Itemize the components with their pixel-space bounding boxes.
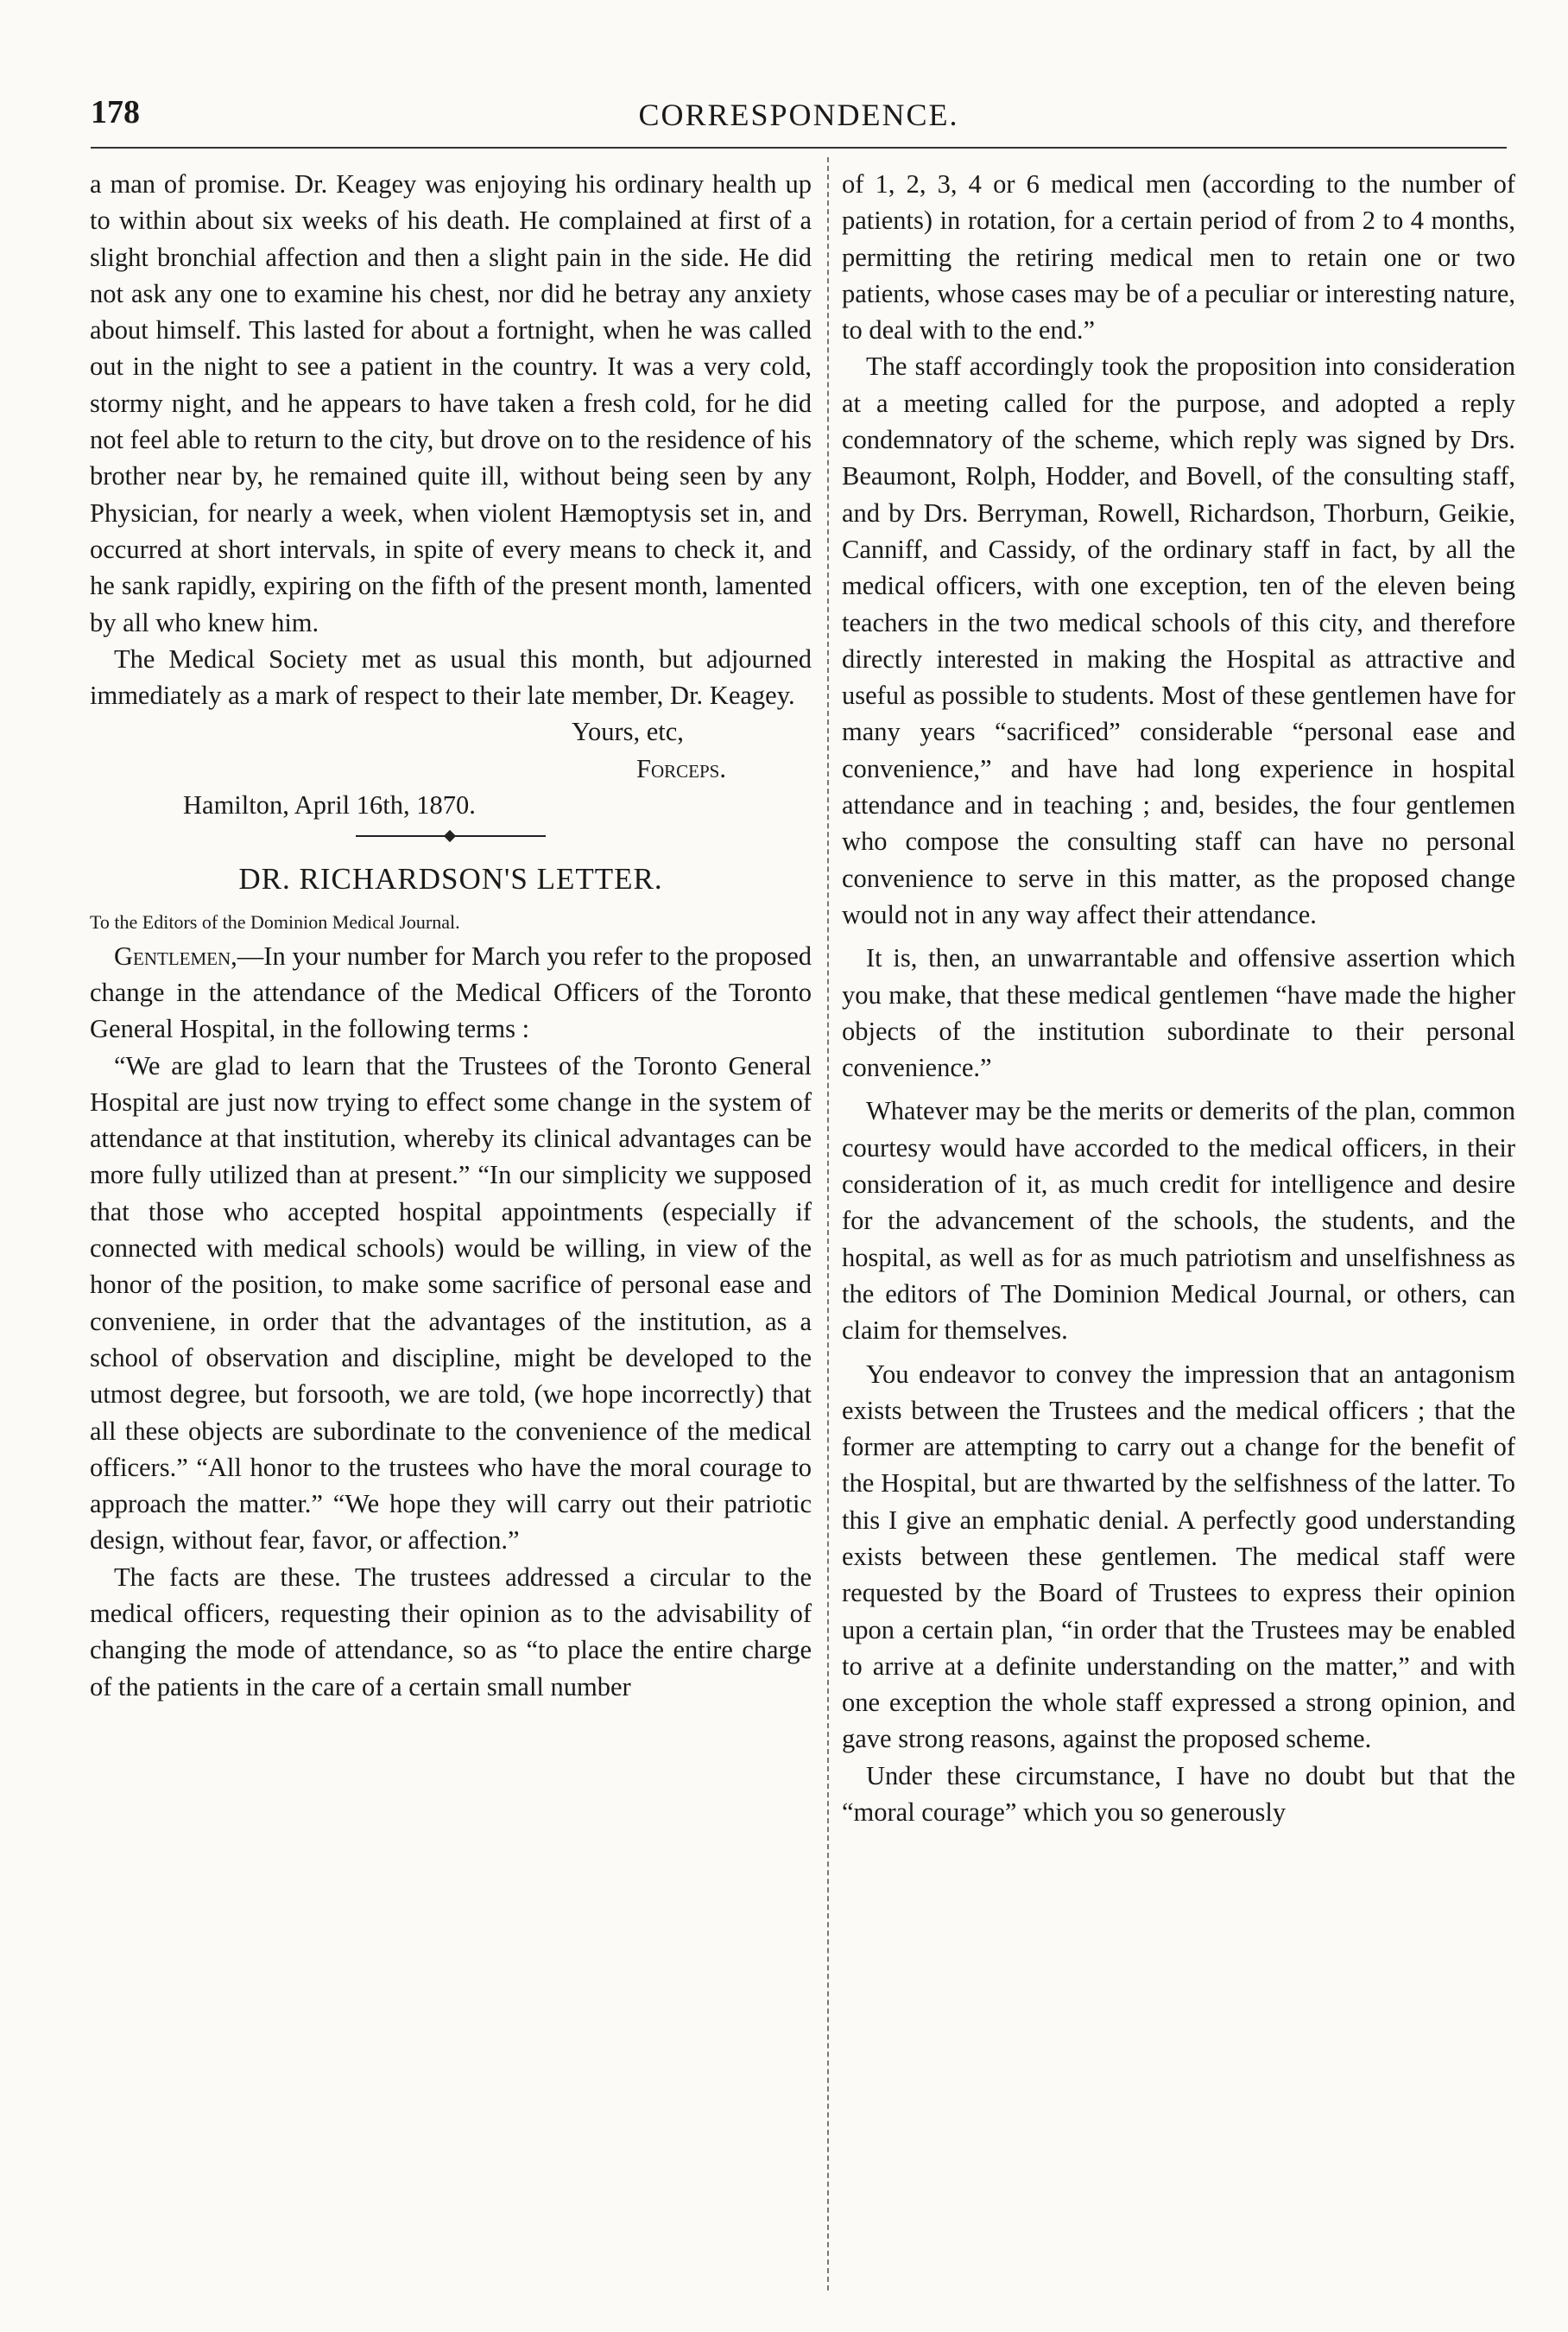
section-title: DR. RICHARDSON'S LETTER.: [238, 862, 663, 897]
page-header: [91, 93, 1507, 145]
section-divider: [356, 835, 546, 837]
addressee: To the Editors of the Dominion Medical Journal.: [90, 910, 460, 933]
salutation: Gentlemen,: [114, 941, 237, 971]
paragraph: Whatever may be the merits or demerits of the plan, common courtesy would have accorded to the medical officers, in their consideration of it, as much credit for intelligence and desire for the advancement of the schools, the students, and the hospital, as well as for as much patriotism and unselfishness as the editors of The Dominion Medical Journal, or others, can claim for themselves.: [842, 1096, 1515, 1346]
paragraph: It is, then, an unwarrantable and offensive assertion which you make, that these medical gentlemen “have made the higher objects of the institution subordinate to their personal convenience.”: [842, 943, 1515, 1083]
paragraph-text: —In your number for March you refer to the proposed change in the attendance of the Medical Officers of the Toronto General Hospital, in the following terms :: [90, 941, 812, 1044]
signature: Forceps.: [636, 753, 726, 783]
page-number: 178: [91, 94, 140, 130]
paragraph: of 1, 2, 3, 4 or 6 medical men (according to the number of patients) in rotation, for a certain period of from 2 to 4 months, permitting the retiring medical men to retain one or two patients, whose cases may be of a peculiar or interesting nature, to deal with to the end.”: [842, 169, 1515, 345]
running-head: CORRESPONDENCE.: [638, 98, 959, 132]
paragraph: The Medical Society met as usual this month, but adjourned immediately as a mark of respect to their late member, Dr. Keagey.: [90, 643, 812, 711]
paragraph: You endeavor to convey the impression that an antagonism exists between the Trustees and the medical officers ; that the former are attempting to carry out a change for the benefit of the Hospital, but are thwarted by the selfishness of the latter. To this I give an emphatic denial. A perfectly good understanding exists between these gentlemen. The medical staff were requested by the Board of Trustees to express their opinion upon a certain plan, “in order that the Trustees may be enabled to arrive at a definite understanding on the matter,” and with one exception the whole staff expressed a strong opinion, and gave strong reasons, against the proposed scheme.: [842, 1359, 1515, 1754]
paragraph: The staff accordingly took the proposition into consideration at a meeting called for the purpose, and adopted a reply condemnatory of the scheme, which reply was signed by Drs. Beaumont, Rolph, Hodder, and Bovell, of the consulting staff, and by Drs. Berryman, Rowell, Richardson, Thorburn, Geikie, Canniff, and Cassidy, of the ordinary staff in fact, by all the medical officers, with one exception, ten of the eleven being teachers in the two medical schools of this city, and therefore directly interested in making the Hospital as attractive and useful as possible to students. Most of these gentlemen have for many years “sacrificed” considerable “personal ease and convenience,” and have had long experience in hospital attendance and in teaching ; and, besides, the four gentlemen who compose the consulting staff can have no personal convenience to serve in this matter, as the proposed change would not in any way affect their attendance.: [842, 352, 1515, 929]
paragraph: a man of promise. Dr. Keagey was enjoying his ordinary health up to within about six weeks of his death. He complained at first of a slight bronchial affection and then a slight pain in the side. He did not ask any one to examine his chest, nor did he betray any anxiety about himself. This lasted for about a fortnight, when he was called out in the night to see a patient in the country. It was a very cold, stormy night, and he appears to have taken a fresh cold, for he did not feel able to return to the city, but drove on to the residence of his brother near by, he remained quite ill, without being seen by any Physician, for nearly a week, when violent Hæmoptysis set in, and occurred at short intervals, in spite of every means to check it, and he sank rapidly, expiring on the fifth of the present month, lamented by all who knew him.: [90, 169, 812, 637]
quotation: “We are glad to learn that the Trustees of the Toronto General Hospital are just now trying to effect some change in the system of attendance at that institution, whereby its clinical advantages can be more fully utilized than at present.” “In our simplicity we supposed that those who accepted hospital appointments (especially if connected with medical schools) would be willing, in view of the honor of the position, to make some sacrifice of personal ease and conveniene, in order that the advantages of the institution, as a school of observation and discipline, might be developed to the utmost degree, but forsooth, we are told, (we hope incorrectly) that all these objects are subordinate to the convenience of the medical officers.” “All honor to the trustees who have the moral courage to approach the matter.” “We hope they will carry out their patriotic design, without fear, favor, or affection.”: [90, 1050, 812, 1556]
paragraph: [90, 938, 812, 1048]
paragraph: Under these circumstance, I have no doubt but that the “moral courage” which you so generously: [842, 1760, 1515, 1828]
paragraph: The facts are these. The trustees addressed a circular to the medical officers, requesting their opinion as to the advisability of changing the mode of attendance, so as “to place the entire charge of the patients in the care of a certain small number: [90, 1562, 812, 1701]
column-divider: [827, 157, 829, 2291]
right-column: [842, 166, 1515, 1830]
header-rule: [91, 147, 1507, 149]
left-column: [90, 166, 812, 1705]
signoff: Yours, etc,: [572, 717, 684, 747]
place-date: Hamilton, April 16th, 1870.: [183, 790, 476, 821]
